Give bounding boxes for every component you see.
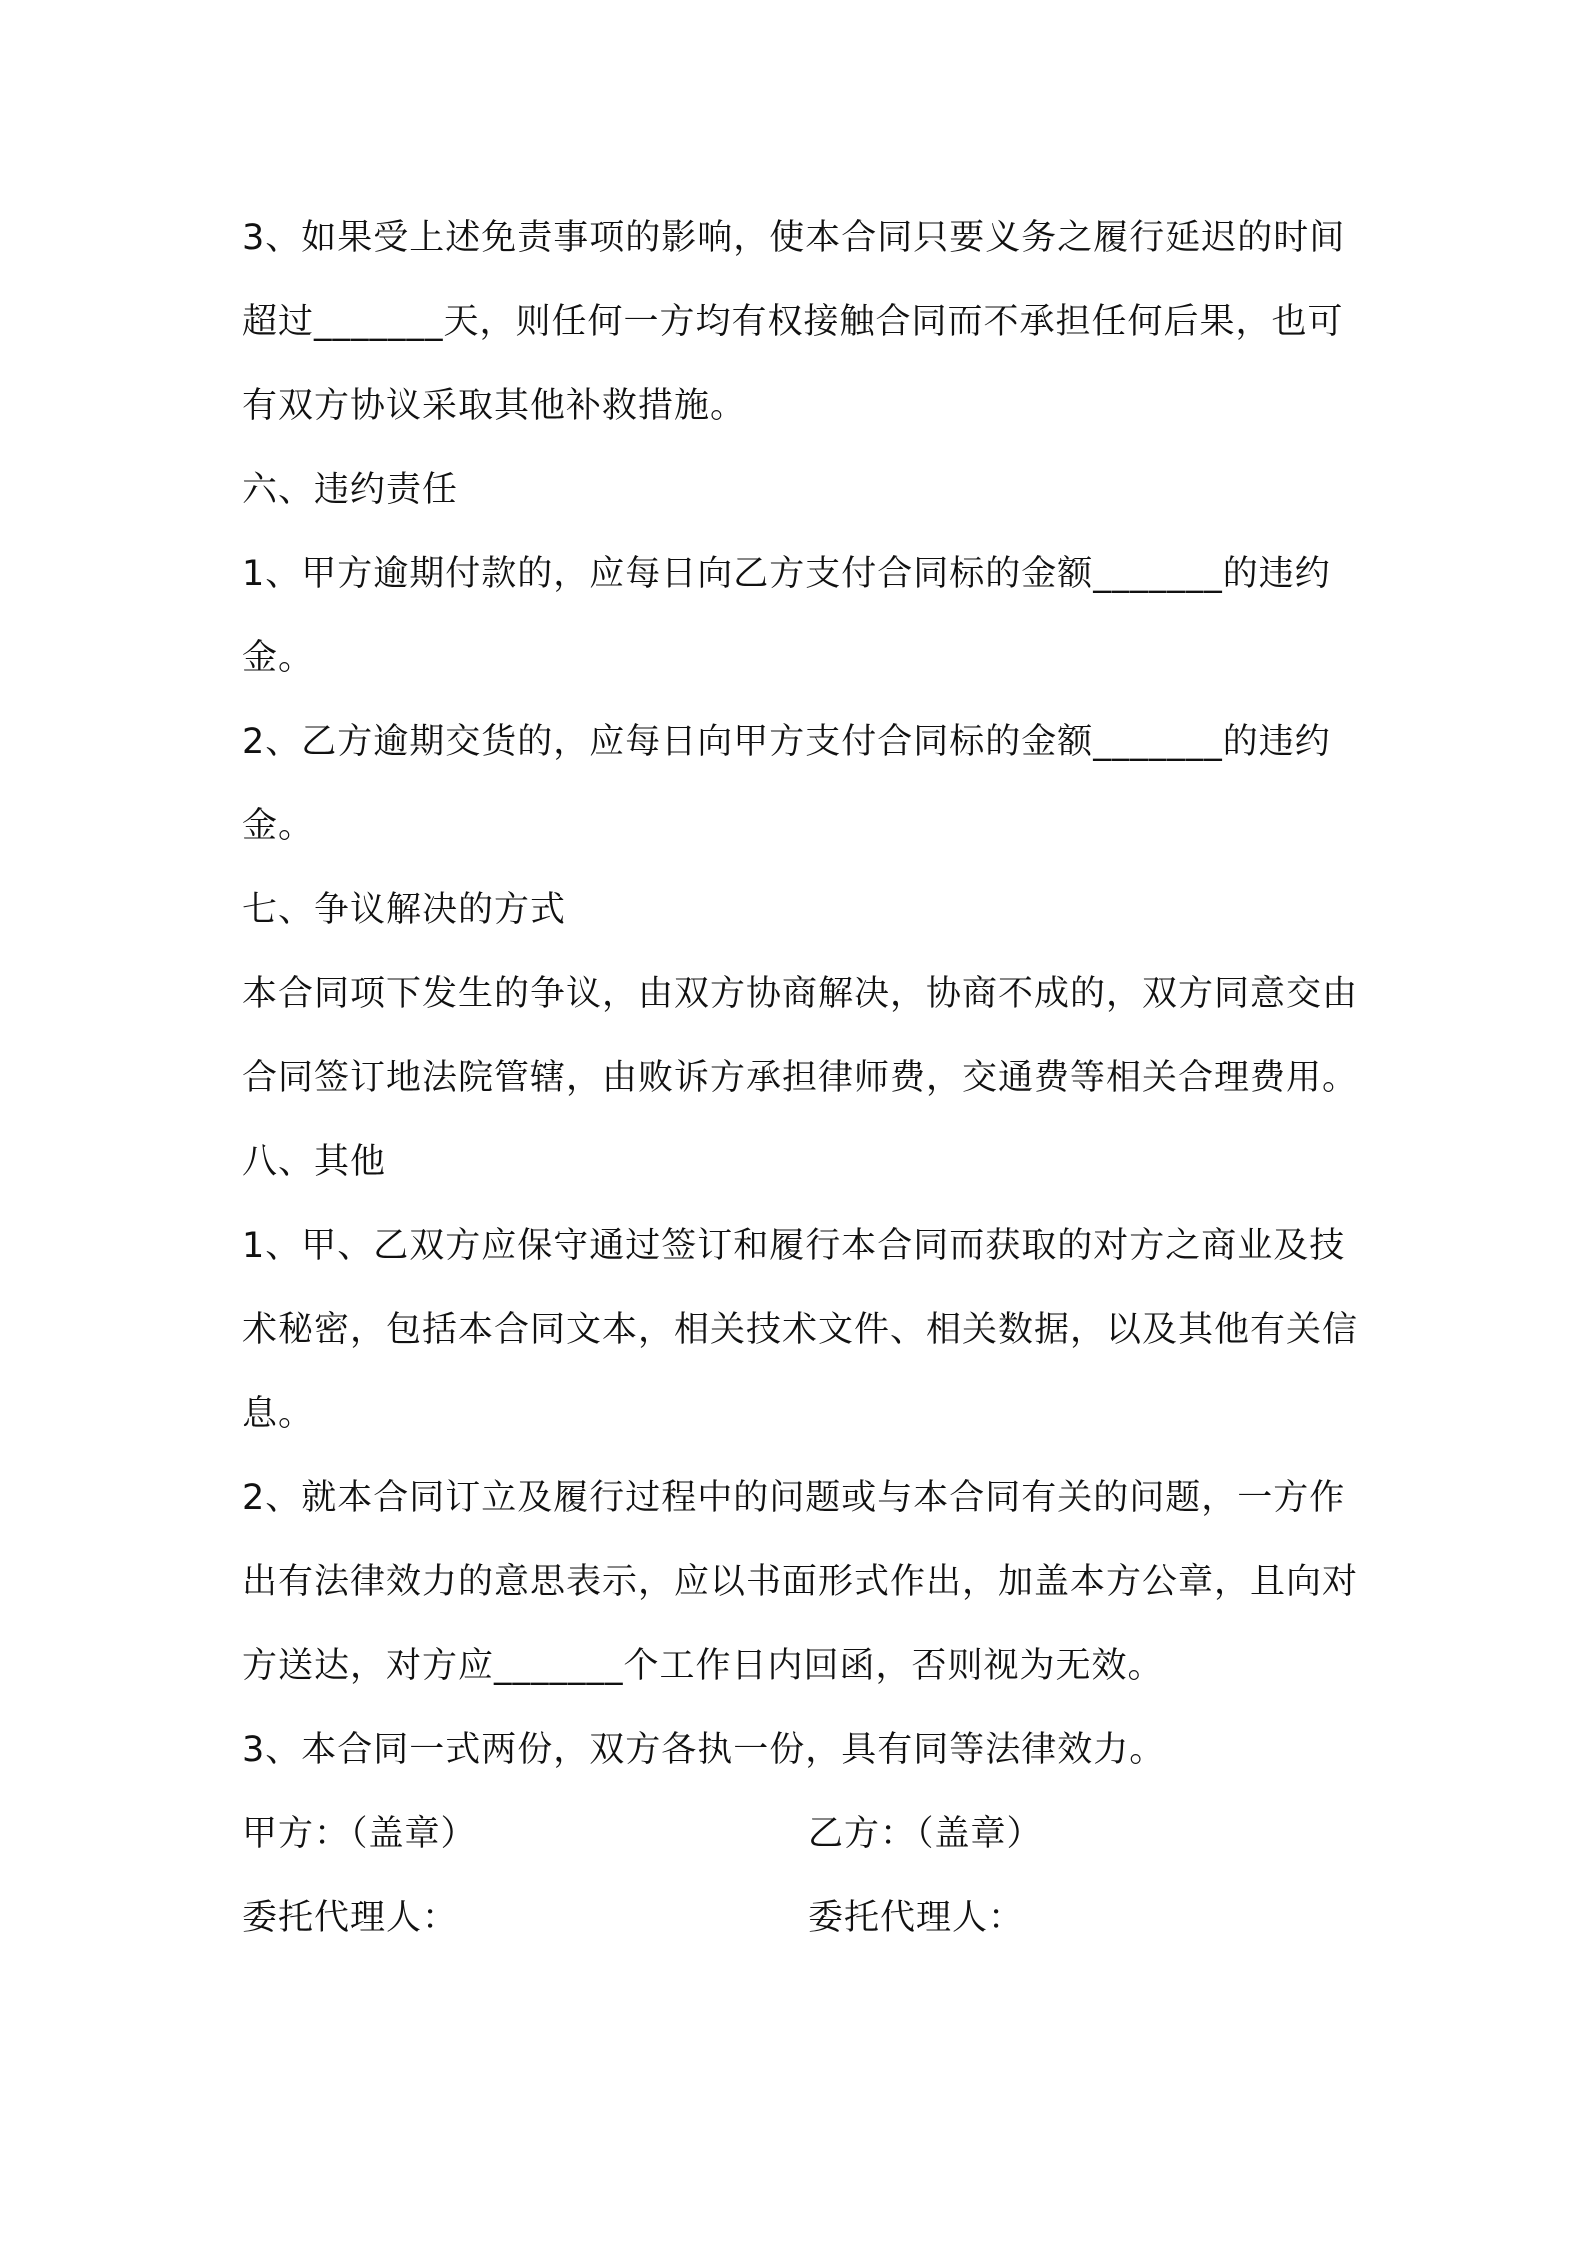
signature-seal-row xyxy=(242,1792,1362,1876)
party-a-agent-label: 委托代理人： xyxy=(242,1898,459,1938)
section-heading-other: 八、其他 xyxy=(242,1142,387,1182)
clause-copies: 3、本合同一式两份，双方各执一份，具有同等法律效力。 xyxy=(242,1730,1166,1770)
section-heading-breach-liability: 六、违约责任 xyxy=(242,470,459,510)
party-a-seal-label: 甲方：（盖章） xyxy=(242,1814,477,1854)
section-heading-dispute-resolution: 七、争议解决的方式 xyxy=(242,890,567,930)
clause-confidentiality: 1、甲、乙双方应保守通过签订和履行本合同而获取的对方之商业及技术秘密，包括本合同文本，相关技术文件、相关数据，以及其他有关信息。 xyxy=(242,1226,1359,1434)
signature-agent-row xyxy=(242,1876,1362,1960)
clause-force-majeure-delay: 3、如果受上述免责事项的影响，使本合同只要义务之履行延迟的时间超过_______天，则任何一方均有权接触合同而不承担任何后果，也可有双方协议采取其他补救措施。 xyxy=(242,218,1346,426)
clause-late-delivery: 2、乙方逾期交货的，应每日向甲方支付合同标的金额_______的违约金。 xyxy=(242,722,1331,846)
party-b-agent-label: 委托代理人： xyxy=(808,1898,1025,1938)
clause-dispute-resolution: 本合同项下发生的争议，由双方协商解决，协商不成的，双方同意交由合同签订地法院管辖，由败诉方承担律师费，交通费等相关合理费用。 xyxy=(242,974,1359,1098)
contract-body xyxy=(242,196,1362,1960)
clause-late-payment: 1、甲方逾期付款的，应每日向乙方支付合同标的金额_______的违约金。 xyxy=(242,554,1331,678)
party-b-seal-label: 乙方：（盖章） xyxy=(808,1814,1043,1854)
clause-written-notice: 2、就本合同订立及履行过程中的问题或与本合同有关的问题，一方作出有法律效力的意思表示，应以书面形式作出，加盖本方公章，且向对方送达，对方应_______个工作日内回函，否则视为无效。 xyxy=(242,1478,1359,1686)
